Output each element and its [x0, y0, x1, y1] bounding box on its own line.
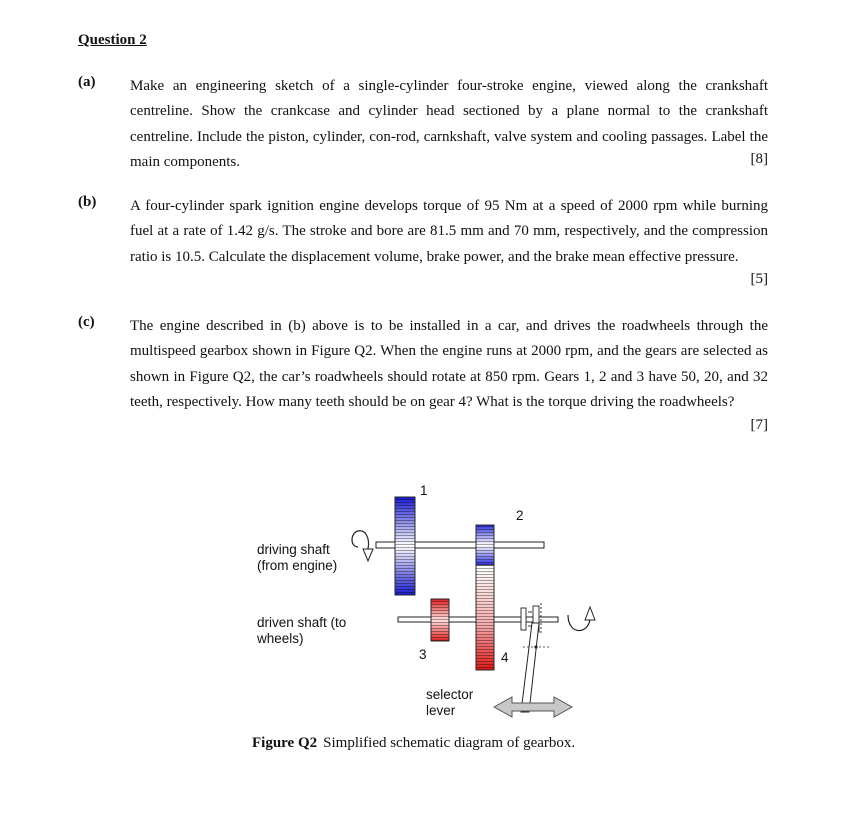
part-b [78, 194, 778, 299]
part-c [78, 314, 778, 444]
driven-shaft-label: driven shaft (to wheels) [257, 615, 347, 646]
part-c-text: The engine described in (b) above is to be installed in a car, and drives the roadwheels through the multispeed gearbox shown in Figure Q2. When the engine runs at 2000 rpm, and the gears are selected as shown in Figure Q2, the car’s roadwheels should rotate at 850 rpm. Gears 1, 2 and 3 have 50, 20, and 32 teeth, respectively. How many teeth should be on gear 4? What is the torque driving the roadwheels? [130, 318, 768, 411]
gear-4 [476, 565, 494, 670]
figure-caption-label: Figure Q2 [252, 735, 318, 751]
selector-lever-label: selector lever [426, 687, 474, 718]
part-a-marks: [8] [750, 151, 768, 167]
gear-1-label: 1 [420, 483, 428, 498]
part-b-marks: [5] [750, 271, 768, 287]
gearbox-figure [240, 475, 660, 725]
part-c-label: (c) [78, 314, 95, 330]
figure-caption-text: Simplified schematic diagram of gearbox. [323, 735, 576, 751]
gear-2 [476, 525, 494, 565]
part-b-text: A four-cylinder spark ignition engine develops torque of 95 Nm at a speed of 2000 rpm while burning fuel at a rate of 1.42 g/s. The stroke and bore are 81.5 mm and 70 mm, respectively, and the compression ratio is 10.5. Calculate the displacement volume, brake power, and the brake mean effective pressure. [130, 198, 768, 265]
gear-3 [431, 599, 449, 641]
part-a-label: (a) [78, 74, 96, 90]
part-c-marks: [7] [750, 417, 768, 433]
part-a [78, 74, 778, 179]
rotation-arrow-icon-driving [352, 531, 373, 561]
driving-shaft-label: driving shaft (from engine) [257, 542, 338, 573]
gear-4-label: 4 [501, 650, 509, 665]
figure-caption [252, 735, 575, 752]
selector-lever[interactable] [521, 623, 550, 712]
gear-3-label: 3 [419, 647, 427, 662]
part-a-text: Make an engineering sketch of a single-cylinder four-stroke engine, viewed along the crankshaft centreline. Show the crankcase and cylinder head sectioned by a plane normal to the crankshaft centreline. Include the piston, cylinder, con-rod, carnkshaft, valve system and cooling passages. Label the main components. [130, 78, 768, 171]
gear-1 [395, 497, 415, 595]
question-title: Question 2 [78, 32, 147, 48]
part-b-label: (b) [78, 194, 97, 210]
rotation-arrow-icon-driven [568, 607, 595, 631]
gear-2-label: 2 [516, 508, 524, 523]
selector-arrow-icon [494, 697, 572, 717]
